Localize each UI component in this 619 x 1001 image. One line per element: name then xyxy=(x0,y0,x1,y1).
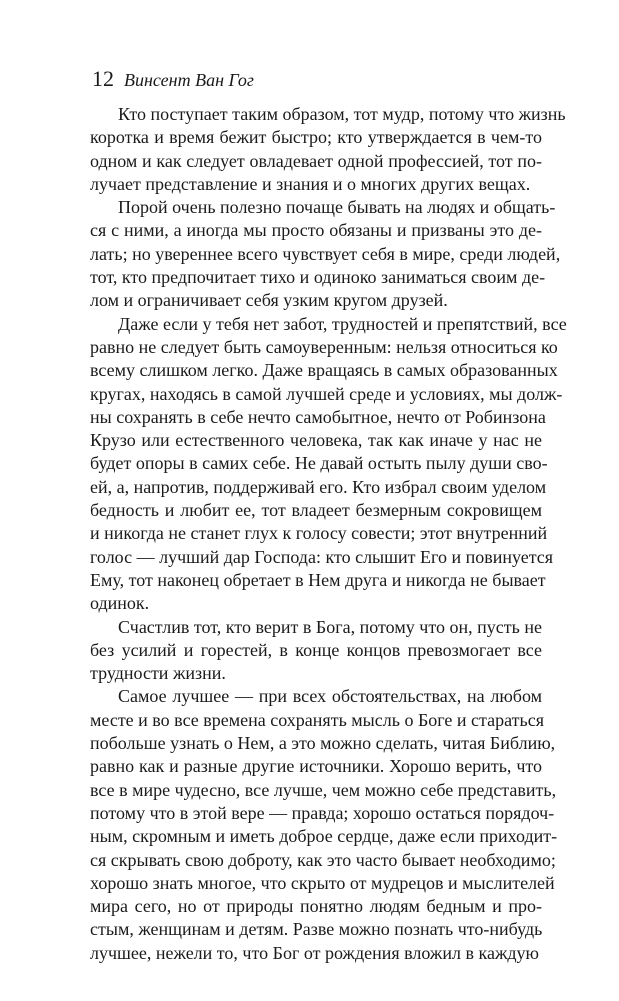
text-line: Ему, тот наконец обретает в Нем друга и никогда не бывает xyxy=(90,569,546,590)
text-line: стым, женщинам и детям. Разве можно познать что-нибудь xyxy=(90,919,543,940)
text-line: лом и ограничивает себя узким кругом друзей. xyxy=(90,290,448,311)
text-line: без усилий и горестей, в конце концов превозмогает все xyxy=(90,639,542,660)
text-line: равно как и разные другие источники. Хорошо верить, что xyxy=(90,756,542,777)
text-line: ны сохранять в себе нечто самобытное, нечто от Робинзона xyxy=(90,406,546,427)
paragraph xyxy=(90,103,566,196)
text-line: Крузо или естественного человека, так как иначе у нас не xyxy=(90,430,542,451)
text-line: месте и во все времена сохранять мысль о Боге и стараться xyxy=(90,709,544,730)
text-line: трудности жизни. xyxy=(90,663,226,684)
page-header xyxy=(92,66,254,92)
text-line: мира сего, но от природы понятно людям бедным и про- xyxy=(90,896,542,917)
text-line: побольше узнать о Нем, а это можно сделать, читая Библию, xyxy=(90,733,556,754)
text-line: всему слишком легко. Даже вращаясь в самых образованных xyxy=(90,360,558,381)
body-text xyxy=(90,103,567,965)
text-line: ся с ними, а иногда мы просто обязаны и призваны это де- xyxy=(90,220,542,241)
text-line: Порой очень полезно почаще бывать на людях и общать- xyxy=(118,197,556,218)
text-line: коротка и время бежит быстро; кто утверждается в чем-то xyxy=(90,127,542,148)
text-line: Кто поступает таким образом, тот мудр, потому что жизнь xyxy=(118,104,566,124)
text-line: ей, а, напротив, поддерживай его. Кто избрал своим уделом xyxy=(90,476,547,497)
paragraph xyxy=(90,616,542,686)
text-line: будет опоры в самих себе. Не давай остыть пылу души сво- xyxy=(90,453,548,474)
text-line: ным, скромным и иметь доброе сердце, даже если приходит- xyxy=(90,826,558,847)
text-line: одном и как следует овладевает одной профессией, тот по- xyxy=(90,150,542,171)
text-line: бедность и любит ее, тот владеет безмерным сокровищем xyxy=(90,500,542,521)
text-line: лучшее, нежели то, что Бог от рождения вложил в каждую xyxy=(90,942,539,963)
text-line: Счастлив тот, кто верит в Бога, потому что он, пусть не xyxy=(118,616,542,637)
text-line: и никогда не станет глух к голосу совести; этот внутренний xyxy=(90,523,548,544)
text-line: кругах, находясь в самой лучшей среде и условиях, мы долж- xyxy=(90,383,563,404)
text-line: потому что в этой вере — правда; хорошо остаться порядоч- xyxy=(90,802,555,823)
text-line: лать; но увереннее всего чувствует себя в мире, среди людей, xyxy=(90,243,561,264)
text-line: все в мире чудесно, все лучше, чем можно себе представить, xyxy=(90,779,557,800)
text-line: тот, кто предпочитает тихо и одиноко заниматься своим де- xyxy=(90,267,546,288)
text-line: хорошо знать многое, что скрыто от мудрецов и мыслителей xyxy=(90,872,555,893)
text-line: Самое лучшее — при всех обстоятельствах, на любом xyxy=(118,686,542,707)
paragraph xyxy=(90,685,558,965)
paragraph xyxy=(90,313,567,616)
text-line: голос — лучший дар Господа: кто слышит Его и повинуется xyxy=(90,546,554,567)
page-number: 12 xyxy=(92,66,114,91)
text-line: лучает представление и знания и о многих других вещах. xyxy=(90,173,531,194)
text-line: Даже если у тебя нет забот, трудностей и препятствий, все xyxy=(118,313,567,334)
text-line: одинок. xyxy=(90,593,150,614)
running-title: Винсент Ван Гог xyxy=(124,70,254,90)
text-line: равно не следует быть самоуверенным: нельзя относиться ко xyxy=(90,336,558,357)
paragraph xyxy=(90,196,561,312)
text-line: ся скрывать свою доброту, как это часто бывает необходимо; xyxy=(90,849,556,870)
